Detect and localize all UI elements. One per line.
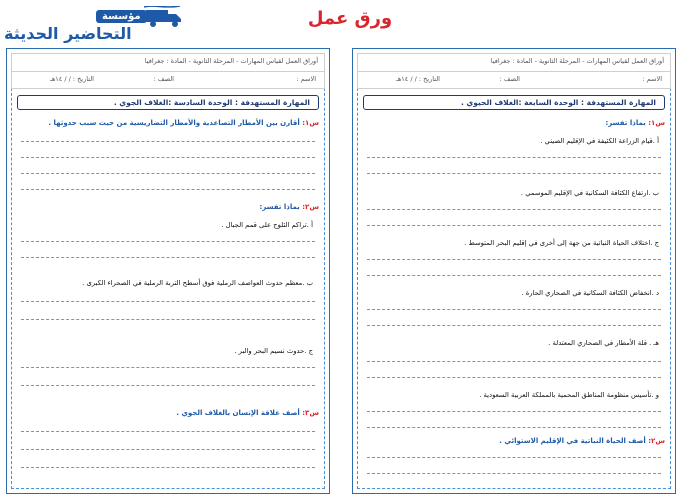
answer-line[interactable]: [367, 427, 661, 428]
date-label: التاريخ : / / ١٤هـ: [49, 75, 94, 83]
answer-line[interactable]: [367, 309, 661, 310]
question-text: أصف علاقة الإنسان بالغلاف الجوي .: [176, 409, 300, 417]
answer-line[interactable]: [367, 325, 661, 326]
name-label: الاسم :: [642, 75, 662, 83]
question-text: بماذا تفسر:: [605, 119, 646, 127]
brand-name: التحاضير الحديثة: [4, 24, 132, 43]
answer-line[interactable]: [367, 209, 661, 210]
page-title: ورق عمل: [307, 8, 393, 29]
answer-line[interactable]: [21, 319, 315, 320]
question-number: س١:: [648, 119, 665, 127]
question-2: [259, 203, 319, 211]
date-label: التاريخ : / / ١٤هـ: [395, 75, 440, 83]
question-3: [176, 409, 319, 417]
answer-line[interactable]: [21, 241, 315, 242]
answer-line[interactable]: [21, 367, 315, 368]
answer-line[interactable]: [21, 431, 315, 432]
skill-box: المهارة المستهدفة : الوحدة السادسة :الغلاف الجوي .: [17, 95, 319, 110]
worksheet-header: [11, 53, 325, 89]
answer-line[interactable]: [21, 189, 315, 190]
answer-line[interactable]: [367, 457, 661, 458]
answer-line[interactable]: [367, 473, 661, 474]
question-number: س٢:: [302, 203, 319, 211]
answer-line[interactable]: [367, 361, 661, 362]
worksheet-header: [357, 53, 671, 89]
name-label: الاسم :: [296, 75, 316, 83]
answer-line[interactable]: [21, 467, 315, 468]
class-label: الصف :: [153, 75, 174, 83]
answer-item: أ .تراكم الثلوج على قمم الجبال .: [221, 221, 313, 229]
answer-line[interactable]: [21, 449, 315, 450]
answer-line[interactable]: [21, 157, 315, 158]
skill-box: المهارة المستهدفة : الوحدة السابعة :الغلاف الحيوي .: [363, 95, 665, 110]
question-2: [499, 437, 665, 445]
answer-item: د .انخفاض الكثافة السكانية في الصحاري الحارة .: [521, 289, 659, 297]
answer-line[interactable]: [367, 377, 661, 378]
question-text: بماذا تفسر:: [259, 203, 300, 211]
answer-line[interactable]: [21, 141, 315, 142]
header-info: أوراق العمل لقياس المهارات - المرحلة الثانوية - المادة : جغرافيا: [490, 57, 664, 65]
worksheet-right: [352, 48, 676, 494]
answer-item: هـ . قلة الأمطار في الصحاري المعتدلة .: [548, 339, 659, 347]
answer-line[interactable]: [367, 259, 661, 260]
answer-line[interactable]: [21, 301, 315, 302]
answer-line[interactable]: [367, 157, 661, 158]
header-info: أوراق العمل لقياس المهارات - المرحلة الثانوية - المادة : جغرافيا: [144, 57, 318, 65]
answer-item: ب .معظم حدوث العواصف الرملية فوق أسطح التربة الرملية في الصحراء الكبرى .: [82, 279, 313, 287]
question-1: [48, 119, 319, 127]
class-label: الصف :: [499, 75, 520, 83]
answer-line[interactable]: [367, 411, 661, 412]
answer-item: و .تأسيس منظومة المناطق المحمية بالمملكة العربية السعودية .: [479, 391, 659, 399]
answer-item: ج .حدوث نسيم البحر والبر .: [234, 347, 313, 355]
question-number: س٣:: [302, 409, 319, 417]
question-text: أصف الحياة النباتية في الإقليم الاستوائي .: [499, 437, 646, 445]
brand-top-label: مؤسسة: [96, 10, 147, 23]
question-number: س١:: [302, 119, 319, 127]
answer-line[interactable]: [367, 275, 661, 276]
answer-line[interactable]: [21, 173, 315, 174]
question-number: س٢:: [648, 437, 665, 445]
answer-item: ج .اختلاف الحياة النباتية من جهة إلى أخرى في إقليم البحر المتوسط .: [464, 239, 659, 247]
answer-line[interactable]: [367, 225, 661, 226]
question-1: [605, 119, 665, 127]
answer-line[interactable]: [21, 385, 315, 386]
answer-item: أ .قيام الزراعة الكثيفة في الإقليم الصيني .: [540, 137, 659, 145]
question-text: أقارن بين الأمطار التصاعدية والأمطار التضاريسية من حيث سبب حدوثها .: [48, 119, 300, 127]
answer-line[interactable]: [367, 173, 661, 174]
worksheet-left: [6, 48, 330, 494]
answer-item: ب .ارتفاع الكثافة السكانية في الإقليم الموسمي .: [520, 189, 659, 197]
answer-line[interactable]: [21, 257, 315, 258]
